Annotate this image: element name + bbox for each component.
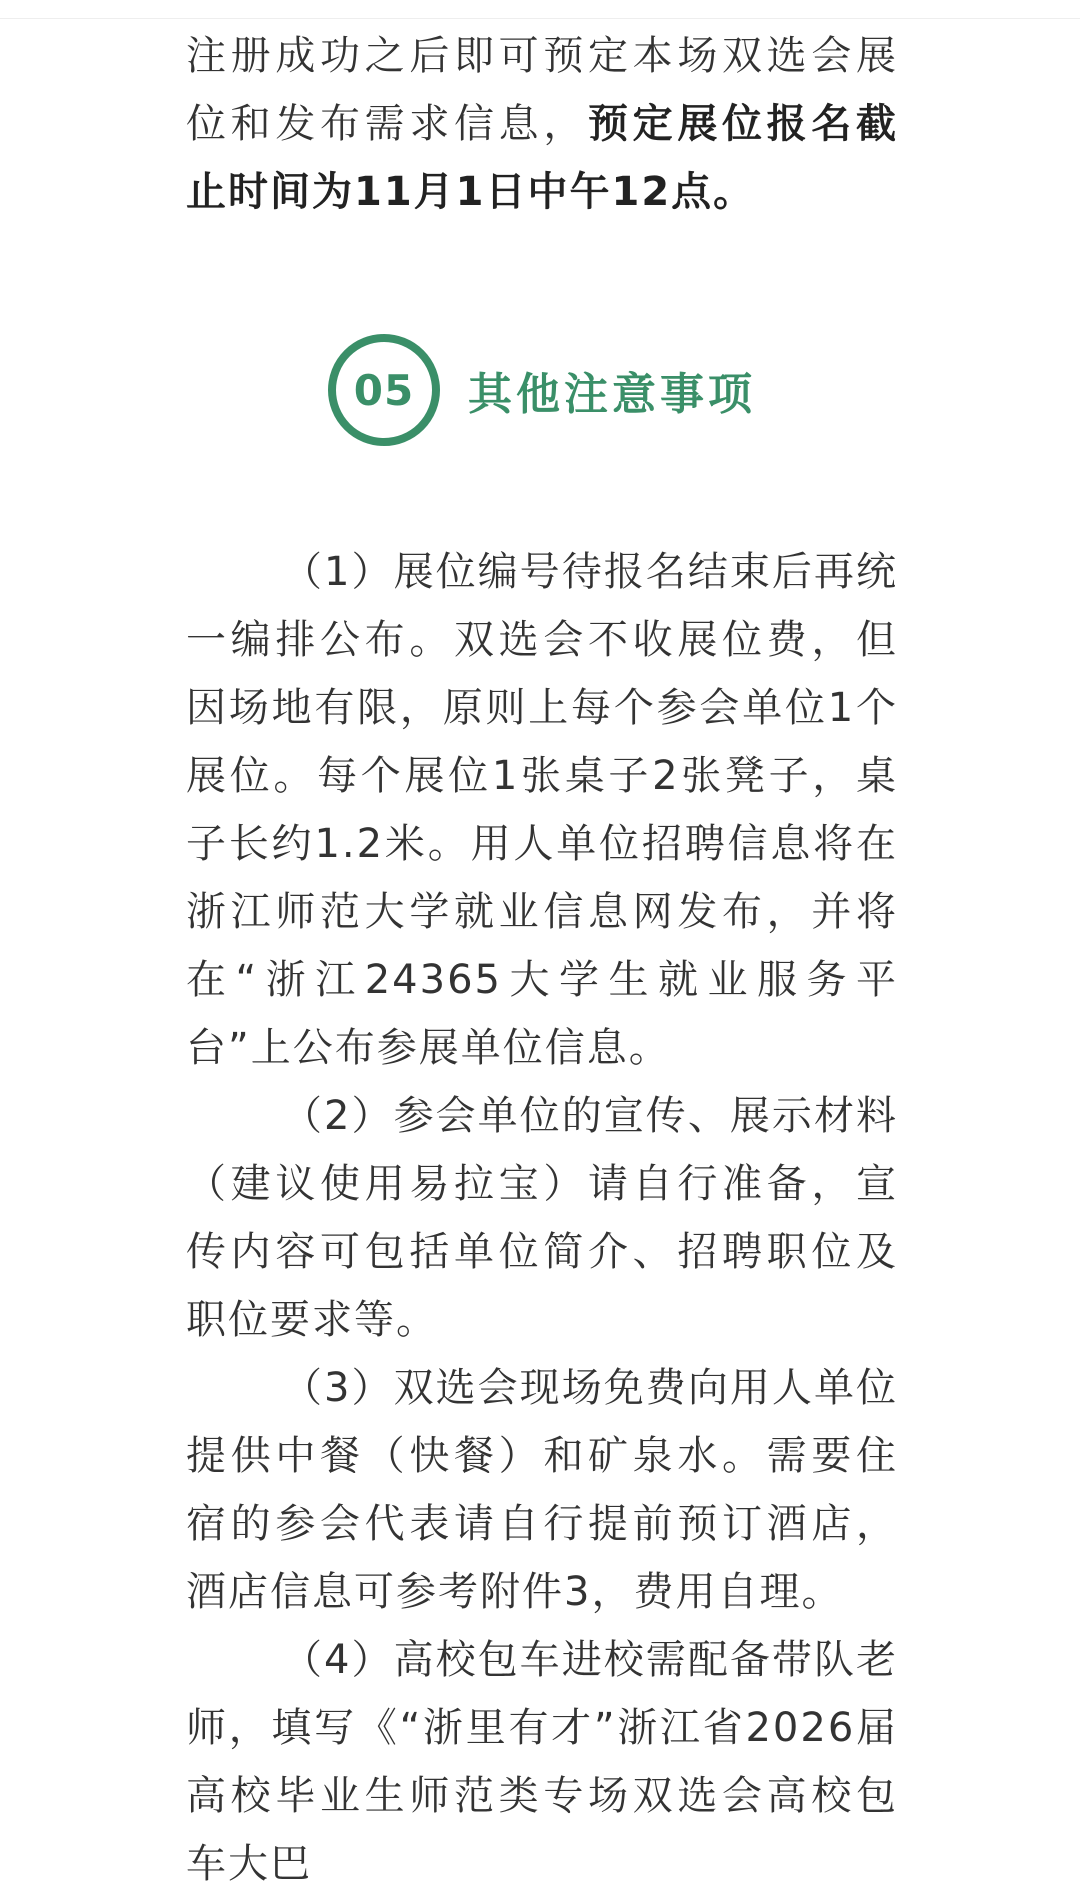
note-item-3: （3）双选会现场免费向用人单位提供中餐（快餐）和矿泉水。需要住宿的参会代表请自行提前预订酒店，酒店信息可参考附件3，费用自理。	[186, 1365, 898, 1615]
section-title: 其他注意事项	[468, 369, 756, 420]
note-item-2: （2）参会单位的宣传、展示材料（建议使用易拉宝）请自行准备，宣传内容可包括单位简介、招聘职位及职位要求等。	[186, 1093, 898, 1343]
top-divider	[0, 18, 1080, 19]
deadline-text: 预定展位报名截止时间为11月1日中午12点。	[186, 101, 898, 215]
registration-paragraph	[186, 22, 898, 226]
article-body	[186, 22, 898, 1898]
registration-text: 注册成功之后即可预定本场双选会展位和发布需求信息，	[186, 33, 898, 147]
note-item-4: （4）高校包车进校需配备带队老师，填写《“浙里有才”浙江省2026届高校毕业生师范类专场双选会高校包车大巴	[186, 1637, 898, 1887]
note-item-1: （1）展位编号待报名结束后再统一编排公布。双选会不收展位费，但因场地有限，原则上每个参会单位1个展位。每个展位1张桌子2张凳子，桌子长约1.2米。用人单位招聘信息将在浙江师范大学就业信息网发布，并将在“浙江24365大学生就业服务平台”上公布参展单位信息。	[186, 549, 898, 1071]
section-number-badge: 05	[328, 334, 440, 446]
section-header	[186, 334, 898, 446]
notes-list	[186, 538, 898, 1898]
